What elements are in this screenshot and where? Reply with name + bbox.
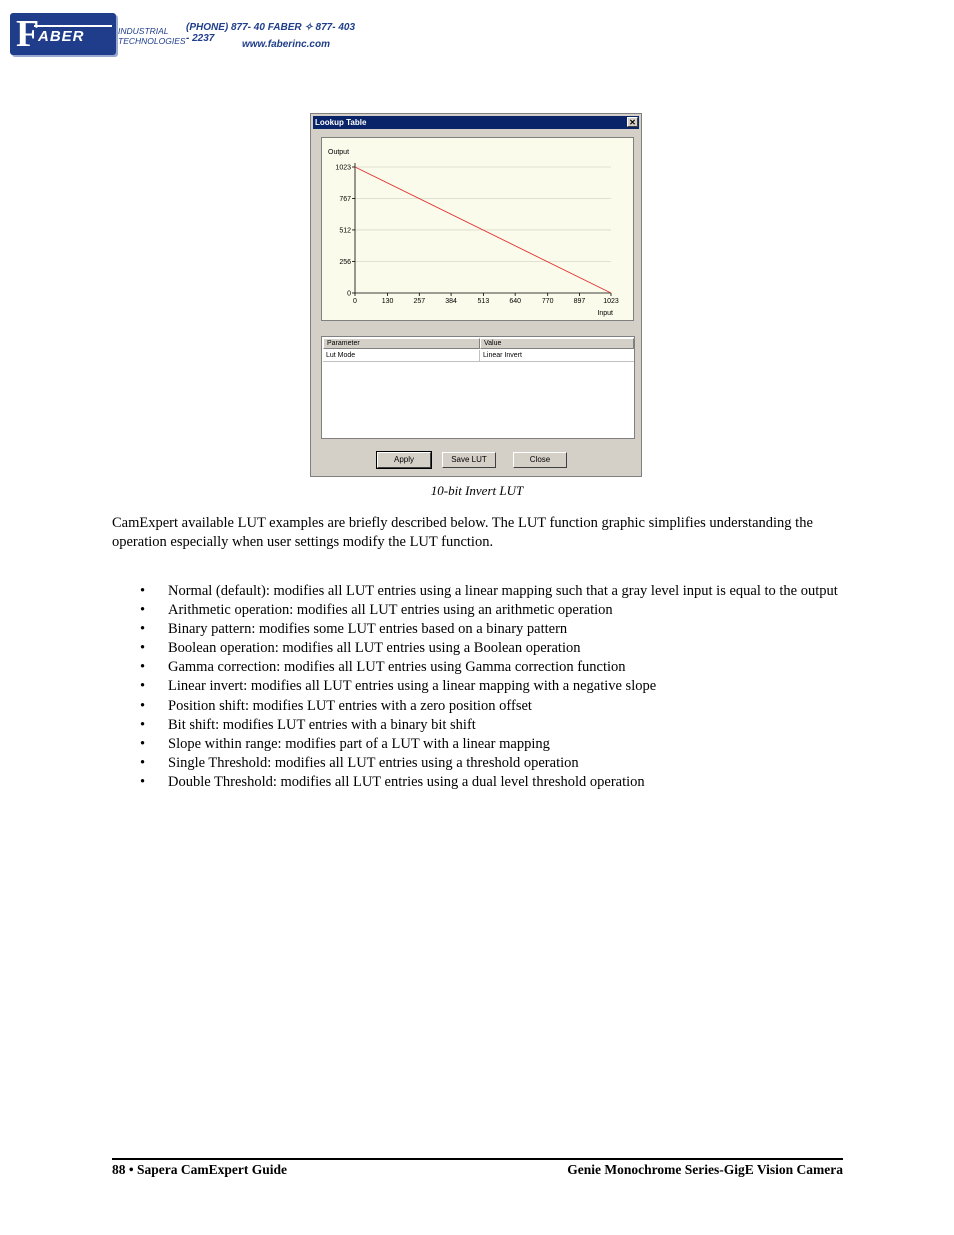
list-item [140, 716, 840, 735]
footer-right: Genie Monochrome Series-GigE Vision Camera [567, 1162, 843, 1177]
x-tick-label: 897 [573, 298, 586, 305]
x-tick-label: 257 [413, 298, 426, 305]
close-button[interactable]: Close [513, 452, 567, 468]
grid-cell-parameter[interactable]: Lut Mode [323, 350, 480, 362]
list-item [140, 582, 840, 601]
x-tick-label: 384 [445, 298, 457, 305]
y-tick-label: 767 [339, 196, 351, 204]
parameter-grid [321, 336, 635, 439]
apply-button[interactable]: Apply [377, 452, 431, 468]
bullet-icon: • [140, 773, 146, 790]
list-item [140, 677, 840, 696]
header-phone: (PHONE) 877- 40 FABER ✧ 877- 403 - 2237 [186, 22, 355, 44]
grid-cell-value[interactable]: Linear Invert [480, 350, 634, 362]
list-item-text: Linear invert: modifies all LUT entries using a linear mapping with a negative slope [168, 678, 657, 695]
bullet-icon: • [140, 621, 146, 638]
lut-chart [322, 138, 633, 320]
x-axis-label: Input [597, 310, 613, 317]
logo-sub-line-1: INDUSTRIAL [118, 26, 169, 36]
x-tick-label: 130 [381, 298, 394, 305]
footer-left: 88 • Sapera CamExpert Guide [112, 1162, 287, 1177]
bullet-icon: • [140, 640, 146, 657]
bullet-icon: • [140, 697, 146, 714]
grid-header-value[interactable]: Value [480, 338, 634, 349]
list-item-text: Boolean operation: modifies all LUT entries using a Boolean operation [168, 640, 581, 657]
x-tick-label: 513 [477, 298, 490, 305]
list-item [140, 773, 840, 792]
logo-subtitle [118, 26, 186, 46]
logo-bar [34, 25, 112, 27]
x-tick-label: 770 [541, 298, 554, 305]
logo-badge [10, 13, 116, 55]
list-item [140, 658, 840, 677]
bullet-icon: • [140, 602, 146, 619]
list-item-text: Normal (default): modifies all LUT entries using a linear mapping such that a gray level input is equal to the output [168, 583, 838, 599]
company-logo [10, 13, 360, 59]
list-item [140, 620, 840, 639]
x-tick-label: 1023 [603, 298, 619, 305]
lut-chart-panel [321, 137, 634, 321]
grid-header-parameter[interactable]: Parameter [323, 338, 480, 349]
bullet-icon: • [140, 659, 146, 676]
header-url: www.faberinc.com [242, 39, 330, 50]
logo-word: ABER [38, 28, 85, 45]
list-item-text: Single Threshold: modifies all LUT entries using a threshold operation [168, 754, 579, 771]
logo-letter: F [16, 13, 40, 55]
list-item-text: Double Threshold: modifies all LUT entries using a dual level threshold operation [168, 773, 645, 790]
bullet-icon: • [140, 735, 146, 752]
bullet-icon: • [140, 583, 146, 599]
list-item-text: Binary pattern: modifies some LUT entries based on a binary pattern [168, 621, 568, 638]
footer-rule [112, 1158, 843, 1160]
close-icon[interactable]: ✕ [627, 117, 638, 127]
bullet-icon: • [140, 678, 146, 695]
list-item-text: Arithmetic operation: modifies all LUT entries using an arithmetic operation [168, 602, 613, 619]
intro-paragraph: CamExpert available LUT examples are briefly described below. The LUT function graphic simplifies understanding the operation especially when user settings modify the LUT function. [112, 515, 813, 550]
list-item-text: Bit shift: modifies LUT entries with a binary bit shift [168, 716, 476, 733]
list-item-text: Slope within range: modifies part of a LUT with a linear mapping [168, 735, 550, 752]
list-item [140, 639, 840, 658]
x-tick-label: 640 [509, 298, 522, 305]
x-tick-label: 0 [353, 298, 357, 305]
y-tick-label: 256 [339, 258, 351, 266]
list-item-text: Gamma correction: modifies all LUT entries using Gamma correction function [168, 659, 626, 676]
bullet-icon: • [140, 754, 146, 771]
y-tick-label: 0 [347, 290, 351, 298]
dialog-title: Lookup Table [315, 118, 367, 127]
y-tick-label: 1023 [335, 164, 351, 172]
list-item-text: Position shift: modifies LUT entries with a zero position offset [168, 697, 532, 714]
lookup-table-dialog [310, 113, 642, 477]
dialog-titlebar [313, 116, 639, 129]
logo-sub-line-2: TECHNOLOGIES [118, 36, 186, 46]
y-axis-label: Output [328, 149, 350, 156]
save-lut-button[interactable]: Save LUT [442, 452, 496, 468]
figure-caption: 10-bit Invert LUT [430, 483, 524, 498]
bullet-icon: • [140, 716, 146, 733]
y-tick-label: 512 [339, 227, 351, 235]
list-item [140, 601, 840, 620]
list-item [140, 697, 840, 716]
list-item [140, 735, 840, 754]
list-item [140, 754, 840, 773]
lut-examples-list [140, 582, 840, 792]
